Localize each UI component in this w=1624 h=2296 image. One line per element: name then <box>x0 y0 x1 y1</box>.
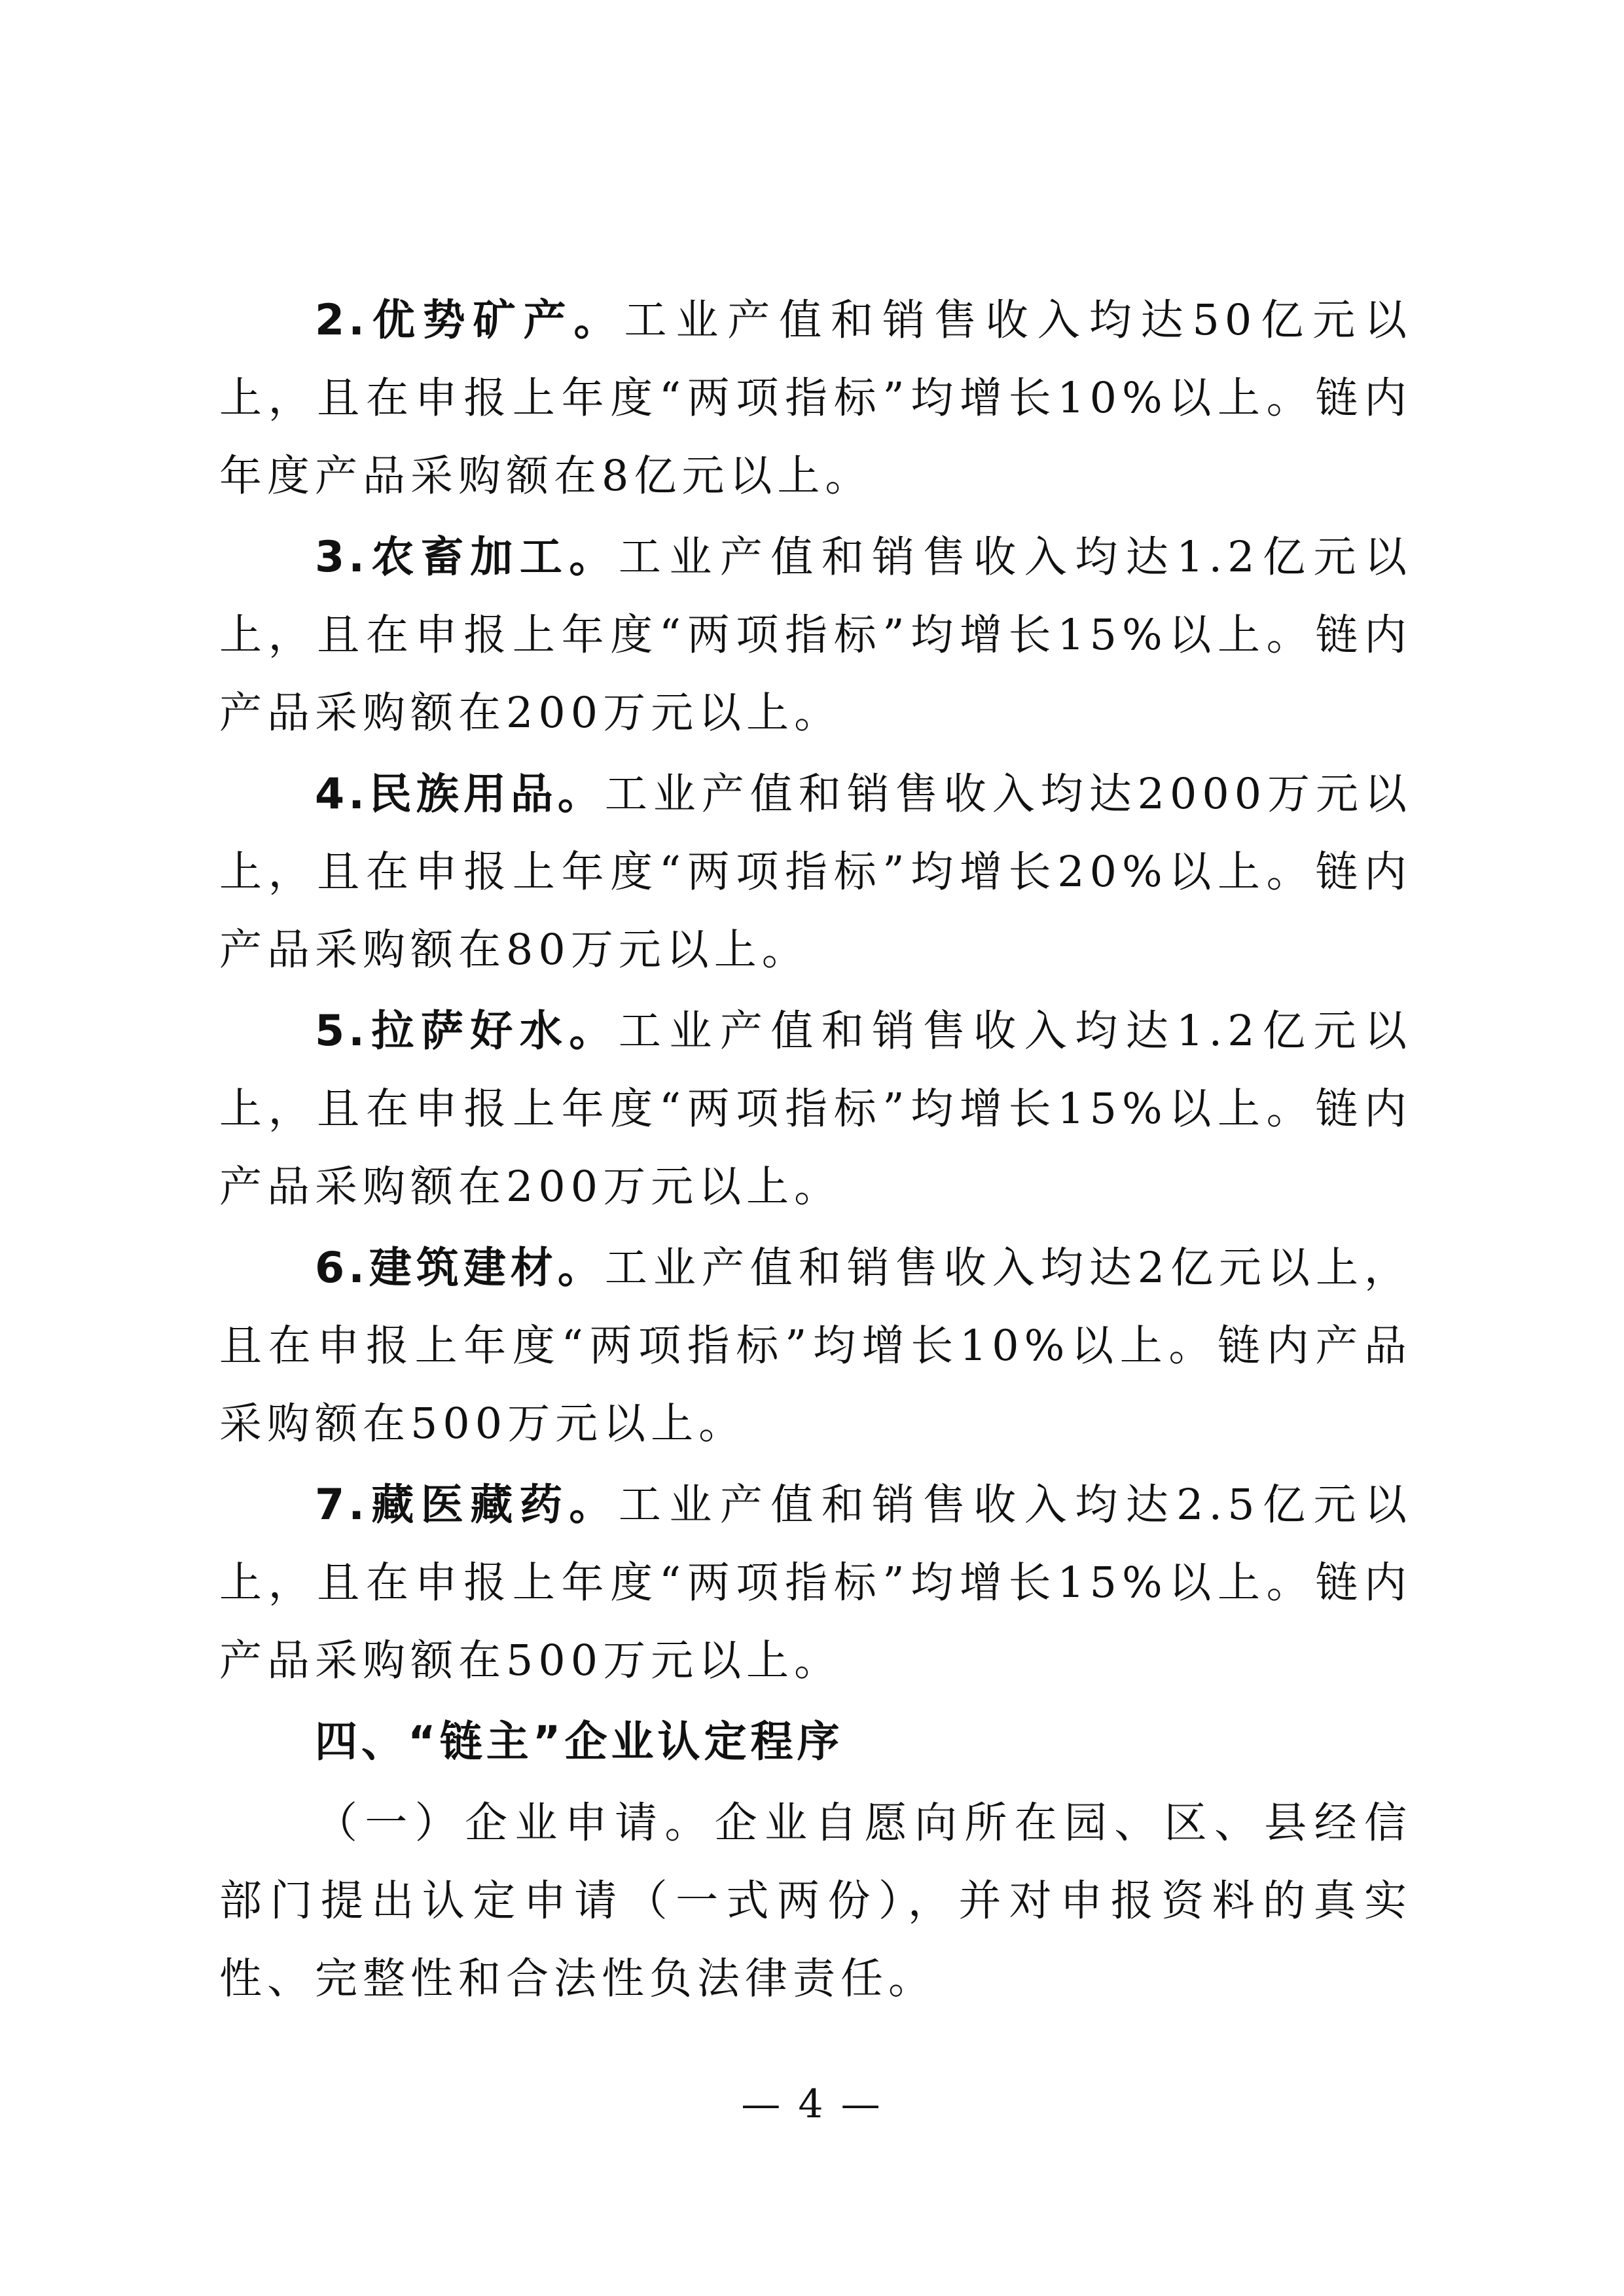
page-number: — 4 — <box>741 2081 883 2127</box>
criteria-paragraph-tibetan-medicine <box>219 1466 1412 1700</box>
criteria-paragraph-mineral <box>219 281 1412 515</box>
criteria-text: 工业产值和销售收入均达2亿元以上，且在申报上年度“两项指标”均增长10%以上。链内产品采购额在500万元以上。 <box>219 1244 1412 1448</box>
criteria-text: 工业产值和销售收入均达2.5亿元以上，且在申报上年度“两项指标”均增长15%以上。链内产品采购额在500万元以上。 <box>219 1480 1413 1685</box>
criteria-lead: 2.优势矿产。 <box>315 296 624 345</box>
procedure-lead: （一）企业申请。 <box>315 1799 715 1848</box>
criteria-paragraph-agriculture <box>219 518 1412 752</box>
criteria-paragraph-building-materials <box>219 1229 1412 1463</box>
criteria-paragraph-water <box>219 992 1412 1226</box>
criteria-lead: 4.民族用品。 <box>315 770 605 819</box>
criteria-text: 工业产值和销售收入均达2000万元以上，且在申报上年度“两项指标”均增长20%以上。链内产品采购额在80万元以上。 <box>219 770 1413 975</box>
criteria-lead: 3.农畜加工。 <box>315 533 619 582</box>
criteria-lead: 5.拉萨好水。 <box>315 1007 619 1056</box>
criteria-text: 工业产值和销售收入均达1.2亿元以上，且在申报上年度“两项指标”均增长15%以上。链内产品采购额在200万元以上。 <box>219 533 1413 738</box>
criteria-lead: 7.藏医藏药。 <box>315 1480 619 1530</box>
criteria-lead: 6.建筑建材。 <box>315 1244 605 1293</box>
section-heading: 四、“链主”企业认定程序 <box>315 1717 844 1767</box>
criteria-text: 工业产值和销售收入均达1.2亿元以上，且在申报上年度“两项指标”均增长15%以上。链内产品采购额在200万元以上。 <box>219 1007 1413 1211</box>
document-body <box>219 281 1412 2021</box>
procedure-paragraph-application <box>219 1784 1412 2018</box>
criteria-text: 工业产值和销售收入均达50亿元以上，且在申报上年度“两项指标”均增长10%以上。链内年度产品采购额在8亿元以上。 <box>219 296 1412 501</box>
procedure-text: 企业自愿向所在园、区、县经信部门提出认定申请（一式两份），并对申报资料的真实性、完整性和合法性负法律责任。 <box>219 1799 1412 2003</box>
criteria-paragraph-ethnic-goods <box>219 755 1412 989</box>
